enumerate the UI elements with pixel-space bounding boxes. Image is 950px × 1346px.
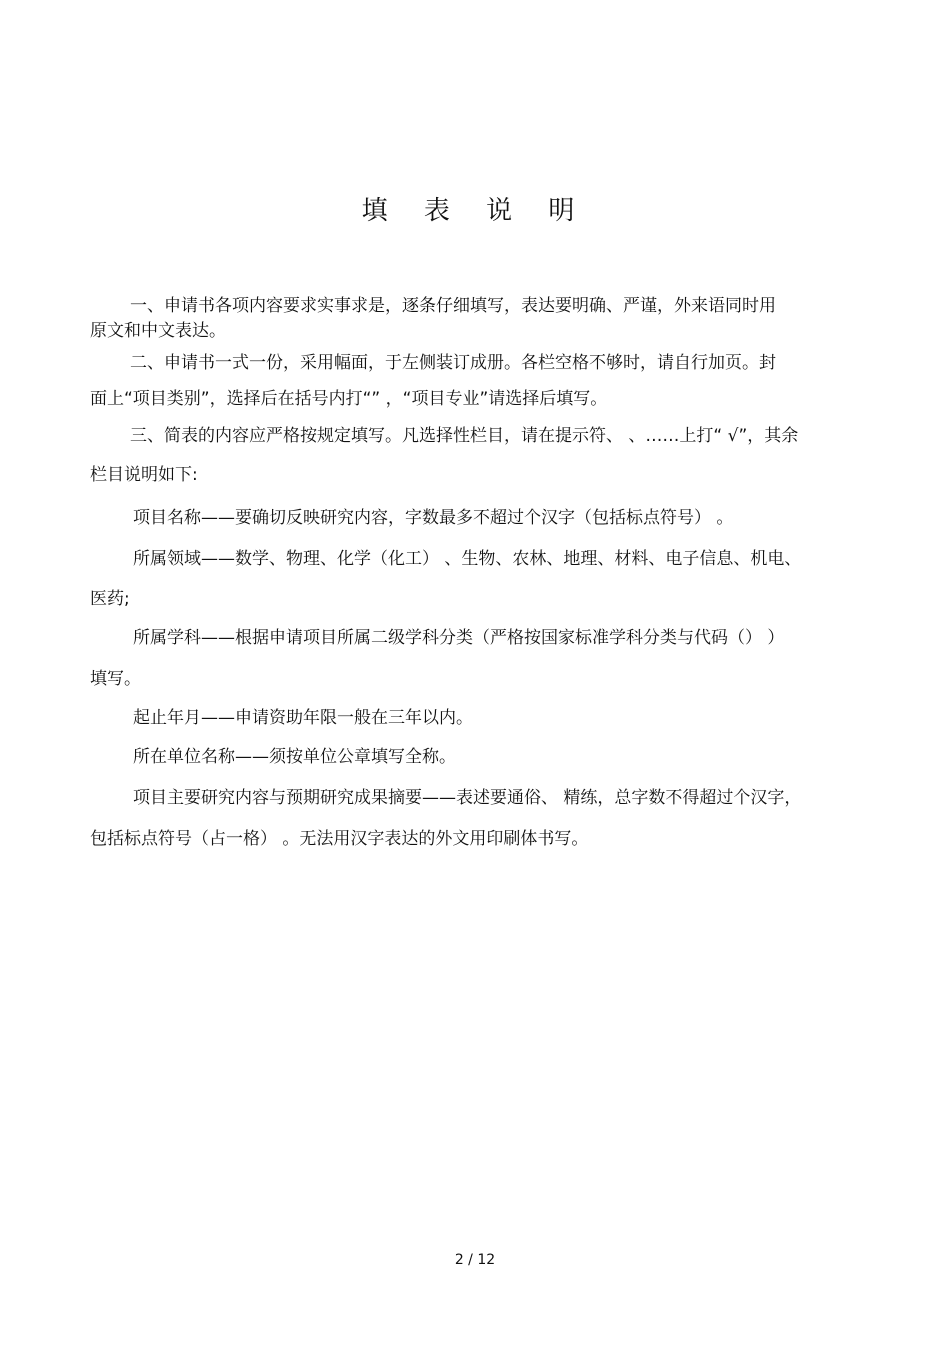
paragraph-1-line-2: 原文和中文表达。 bbox=[90, 321, 226, 341]
discipline-description-line-2: 填写。 bbox=[90, 669, 141, 689]
paragraph-1-line-1: 一、申请书各项内容要求实事求是，逐条仔细填写，表达要明确、严谨，外来语同时用 bbox=[130, 296, 776, 316]
paragraph-2-line-1: 二、申请书一式一份，采用幅面，于左侧装订成册。各栏空格不够时，请自行加页。封 bbox=[130, 353, 776, 373]
discipline-description-line-1: 所属学科——根据申请项目所属二级学科分类（严格按国家标准学科分类与代码（） ） bbox=[133, 628, 785, 648]
summary-description-line-2: 包括标点符号（占一格） 。无法用汉字表达的外文用印刷体书写。 bbox=[90, 829, 589, 849]
paragraph-3-line-1: 三、简表的内容应严格按规定填写。凡选择性栏目，请在提示符、 、……上打“ √”，其余 bbox=[130, 426, 799, 446]
field-description-line-2: 医药; bbox=[90, 589, 130, 609]
field-description-line-1: 所属领域——数学、物理、化学（化工） 、生物、农林、地理、材料、电子信息、机电、 bbox=[133, 549, 802, 569]
paragraph-3-line-2: 栏目说明如下: bbox=[90, 465, 198, 485]
period-description: 起止年月——申请资助年限一般在三年以内。 bbox=[133, 708, 473, 728]
unit-description: 所在单位名称——须按单位公章填写全称。 bbox=[133, 747, 456, 767]
paragraph-2-line-2: 面上“项目类别”，选择后在括号内打“” ，“项目专业”请选择后填写。 bbox=[90, 389, 608, 409]
summary-description-line-1: 项目主要研究内容与预期研究成果摘要——表述要通俗、 精练，总字数不得超过个汉字， bbox=[133, 788, 802, 808]
page-number: 2 / 12 bbox=[454, 1252, 496, 1268]
page-title: 填 表 说 明 bbox=[361, 196, 589, 226]
item-name-description: 项目名称——要确切反映研究内容，字数最多不超过个汉字（包括标点符号） 。 bbox=[133, 508, 734, 528]
